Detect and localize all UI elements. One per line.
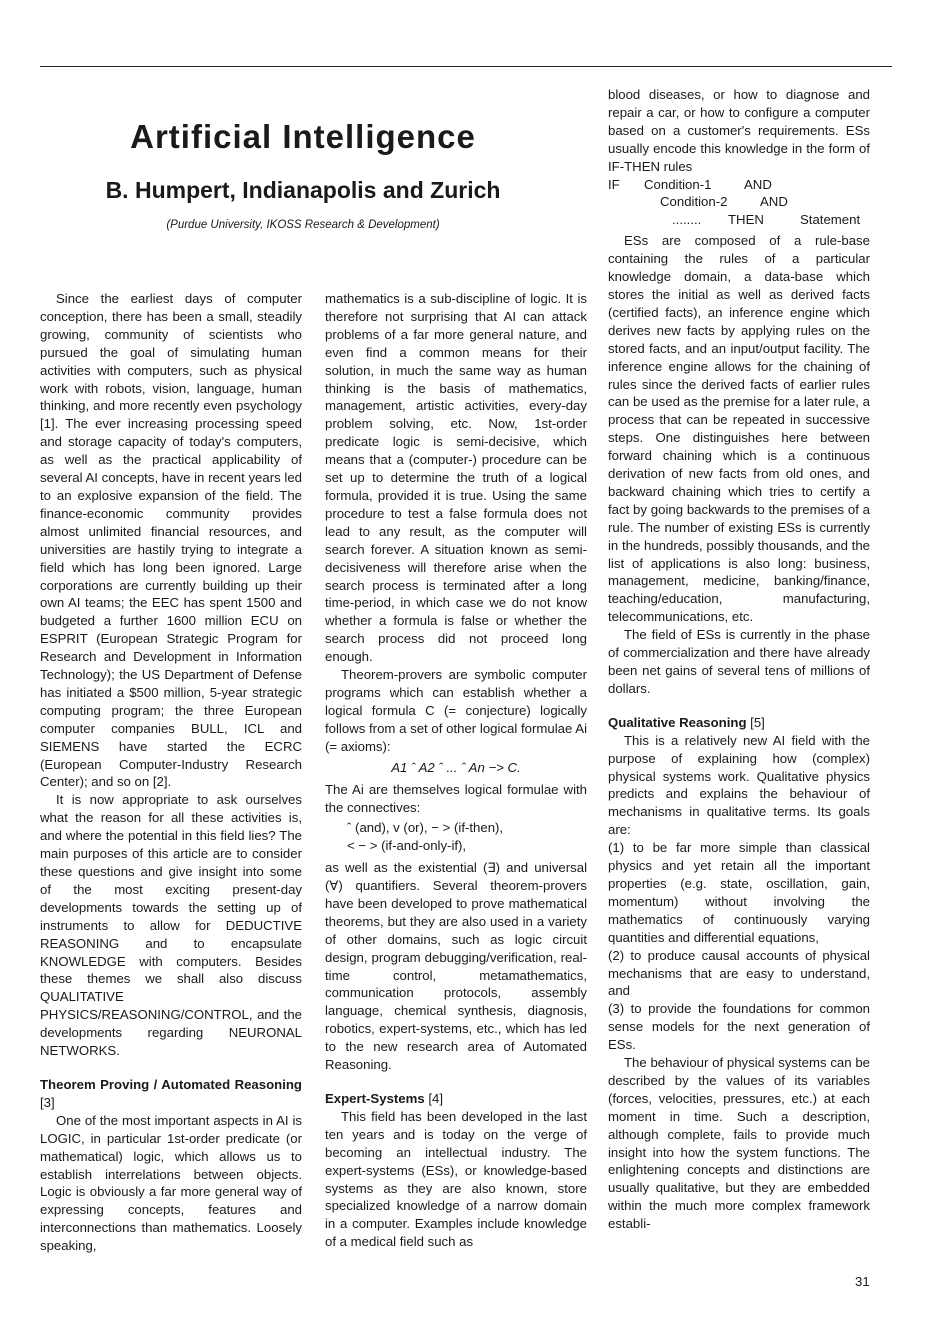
- author-line: B. Humpert, Indianapolis and Zurich: [105, 177, 501, 203]
- reference: [4]: [424, 1090, 444, 1106]
- rule-keyword-and: AND: [744, 176, 772, 192]
- paragraph: One of the most important aspects in AI is LOGIC, in particular 1st-order predicate (or mathematical) logic, which allows us to establish interrelations between objects. Logic is obviously a far more general way of expressing concepts, features and interconnections than mathematics. Loosely speaking,: [40, 1112, 302, 1254]
- heading-text: Qualitative Reasoning: [608, 714, 747, 730]
- connective-line: < − > (if-and-only-if),: [347, 838, 467, 854]
- connectives-list: [347, 819, 587, 855]
- rule-statement: Statement: [800, 212, 861, 228]
- paragraph: The field of ESs is currently in the phase of commercialization and there have already been net gains of several tens of millions of dollars.: [608, 627, 870, 696]
- goal-item: (3) to provide the foundations for common sense models for the next generation of ESs.: [608, 1001, 870, 1053]
- connective-line: ˆ (and), v (or), − > (if-then),: [347, 820, 504, 836]
- goal-item: (1) to be far more simple than classical physics and yet retain all the important properties (e.g. state, oscillation, gain, momentum) without involving the mathematics of continuously varying quantities and differential equations,: [608, 840, 870, 945]
- goal-item: (2) to produce causal accounts of physical mechanisms that are easy to understand, and: [608, 947, 870, 999]
- column-2: [325, 290, 587, 1251]
- section-heading-theorem-proving: [40, 1076, 302, 1112]
- rule-keyword-then: THEN: [728, 212, 764, 228]
- paragraph: This field has been developed in the last ten years and is today on the verge of becoming an intellectual industry. The expert-systems (ESs), or knowledge-based systems as they are also known, store specialized knowledge of a narrow domain in a computer. Examples include knowledge of a medical field such as: [325, 1108, 587, 1250]
- formula: A1 ˆ A2 ˆ ... ˆ An −> C.: [391, 759, 521, 775]
- paragraph: It is now appropriate to ask ourselves what the reason for all these activities is, and where the potential in this field lies? The main purposes of this article are to consider these questions and give insight into some of the most exciting present-day developments towards the setting up of instruments to allow for DEDUCTIVE REASONING and to encapsulate KNOWLEDGE with computers. Besides these themes we shall also discuss QUALITATIVE PHYSICS/REASONING/CONTROL, and the developments regarding NEURONAL NETWORKS.: [40, 792, 302, 1059]
- paragraph: Since the earliest days of computer conception, there has been a small, steadily growing, community of scientists who pursued the goal of simulating human activities with computers, such as physical work with robots, vision, language, human thinking, and more recently even psychology [1]. The ever increasing processing speed and storage capacity of today's computers, as well as the practical applicability of several AI concepts, have in recent years led to an explosive expansion of the field. The finance-economic community provides almost unlimited financial resources, and universities are hastily trying to integrate a field which has long been ignored. Large corporations are currently building up their own AI teams; the EEC has spent 1500 and budgeted a further 1600 million ECU on ESPRIT (European Strategic Program for Research and Development in Information Technology); the US Department of Defense has initiated a $500 million, 5-year strategic computing program; the three European computer companies BULL, ICL and SIEMENS have started the ECRC (European Computer-Industry Research Center); and so on [2].: [40, 291, 302, 790]
- paragraph: This is a relatively new AI field with the purpose of explaining how (complex) physical systems work. Qualitative physics predicts and explains the behaviour of mechanisms in qualitative terms. Its goals are:: [608, 732, 870, 838]
- paragraph: as well as the existential (∃) and universal (∀) quantifiers. Several theorem-provers have been developed to prove mathematical theorems, but they are also used in a variety of other domains, such as logic circuit design, program debugging/verification, real-time control, metamathematics, communication protocols, assembly language, chemical synthesis, diagnosis, robotics, expert-systems, etc., which has led to the new research area of Automated Reasoning.: [325, 860, 587, 1073]
- column-1: [40, 290, 302, 1255]
- rule-line-3: [608, 211, 870, 229]
- section-heading-expert-systems: [325, 1090, 587, 1108]
- rule-keyword-if: IF: [608, 176, 620, 192]
- reference: [5]: [746, 714, 765, 730]
- heading-text: Expert-Systems: [325, 1090, 425, 1106]
- heading-text: Theorem Proving / Automated Reasoning: [40, 1076, 302, 1092]
- top-rule: [40, 66, 892, 67]
- page-number: 31: [855, 1274, 870, 1289]
- paragraph: The Ai are themselves logical formulae with the connectives:: [325, 782, 587, 816]
- rule-condition-2: Condition-2: [660, 194, 728, 210]
- reference: [3]: [40, 1094, 55, 1110]
- rule-line-2: [608, 193, 870, 211]
- paragraph: mathematics is a sub-discipline of logic. It is therefore not surprising that AI can attack problems of a far more general nature, and even find a common means for their solution, in much the same way as human thinking is the basis of mathematics, management, artistic activities, every-day problem solving, etc. Now, 1st-order predicate logic is semi-decisive, which means that a (computer-) procedure can be set up to determine the truth of a logical formula, provided it is true. Using the same procedure to test a false formula does not lead to any result, as the computer will search forever. A situation known as semi-decisiveness will therefore arise when the search process is terminated after a long time-period, in which case we do not know whether a formula is false or whether the search process did not proceed long enough.: [325, 291, 587, 665]
- paragraph: The behaviour of physical systems can be described by the values of its variables (forces, velocities, pressures, etc.) at each moment in time. Such a description, although complete, fails to provide much insight into how the system functions. The enlightening concepts and distinctions are usually qualitative, but they are embedded within the much more complex framework establi-: [608, 1055, 870, 1232]
- section-heading-qualitative-reasoning: [608, 714, 870, 732]
- rule-ellipsis: ........: [672, 212, 702, 228]
- rule-keyword-and: AND: [760, 194, 788, 210]
- paragraph: Theorem-provers are symbolic computer programs which can establish whether a logical formula C (= conjecture) logically follows from a set of other logical formulae Ai (= axioms):: [325, 667, 587, 754]
- paragraph: blood diseases, or how to diagnose and repair a car, or how to configure a computer based on a customer's requirements. ESs usually encode this knowledge in the form of IF-THEN rules: [608, 87, 870, 174]
- affiliation: (Purdue University, IKOSS Research & Development): [166, 219, 440, 231]
- article-title: Artificial Intelligence: [130, 118, 476, 155]
- rule-line-1: [608, 176, 870, 194]
- rule-condition-1: Condition-1: [644, 176, 712, 192]
- column-3: [608, 86, 870, 1233]
- paragraph: ESs are composed of a rule-base containing the rules of a particular knowledge domain, a data-base which stores the initial as well as derived facts (certified facts), an inference engine which derives new facts by applying rules on the stored facts, and an input/output facility. The inference engine allows for the chaining of rules since the derived facts of earlier rules can be used as the premise for a later rule, a process that can be repeated in successive steps. One distinguishes here between forward chaining which is a continuous derivation of new facts from old ones, and backward chaining which tries to certify a fact by going backwards to the premises of a rule. The number of existing ESs is currently in the hundreds, possibly thousands, and the list of applications is also long: business, management, medicine, banking/finance, teaching/education, manufacturing, telecommunications, etc.: [608, 233, 870, 625]
